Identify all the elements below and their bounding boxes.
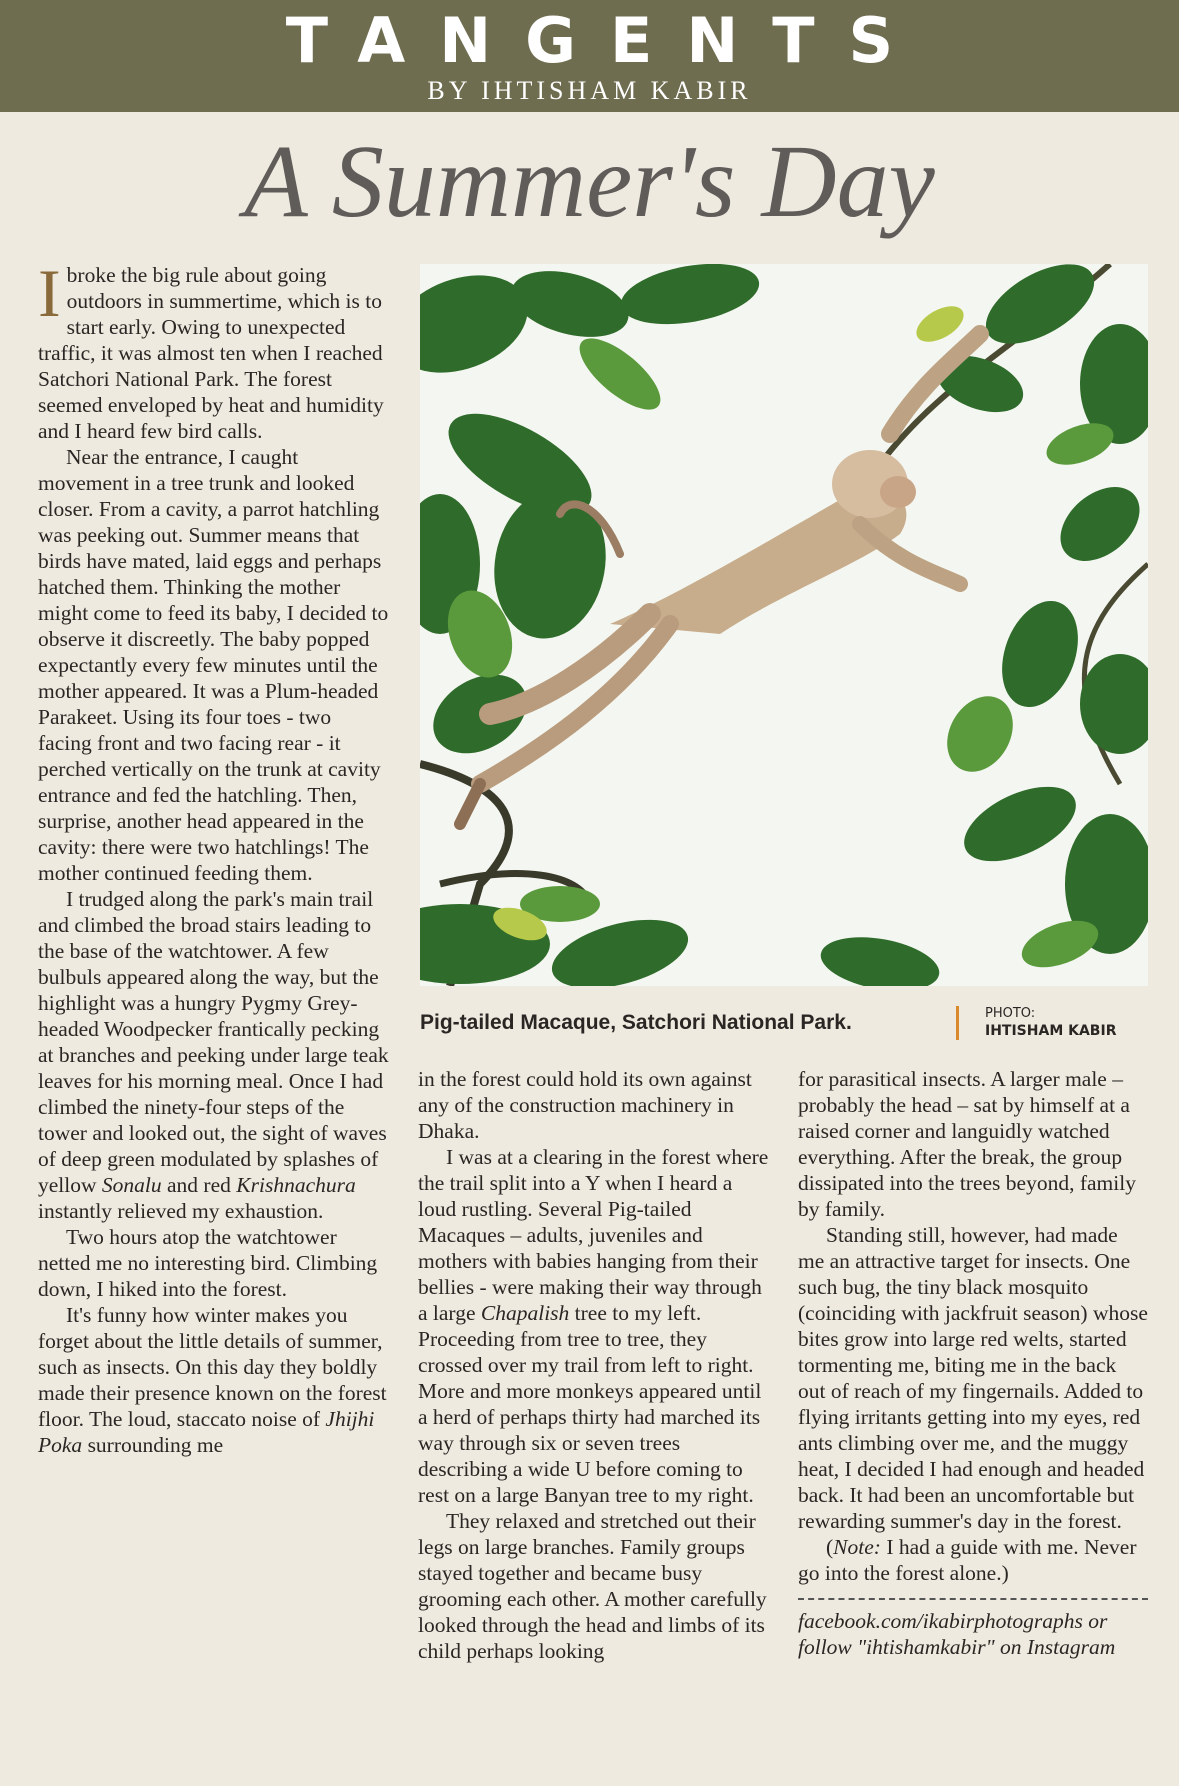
paragraph (38, 886, 390, 1224)
paragraph: Two hours atop the watchtower netted me no interesting bird. Climbing down, I hiked into the forest. (38, 1225, 378, 1301)
paragraph-text: broke the big rule about going outdoors in summertime, which is to start early. Owing to unexpected traffic, it was almost ten when I reached Satchori National Park. The forest seemed enveloped by heat and humidity and I heard few bird calls. (38, 263, 384, 443)
social-links: facebook.com/ikabirphotographs or follow "ihtishamkabir" on Instagram (798, 1609, 1116, 1659)
italic-term: Krishnachura (236, 1173, 356, 1197)
author-byline: BY IHTISHAM KABIR (427, 76, 752, 105)
photo-credit-label: PHOTO: (985, 1006, 1036, 1021)
note-paren: ( (826, 1535, 834, 1559)
paragraph: They relaxed and stretched out their legs on large branches. Family groups stayed together and became busy grooming each other. A mother carefully looked through the head and limbs of its child perhaps looking (418, 1509, 767, 1663)
paragraph (38, 255, 390, 444)
article-column-1 (38, 255, 390, 1772)
drop-cap: I (38, 255, 61, 331)
macaque-illustration (420, 264, 1148, 986)
paragraph-text: instantly relieved my exhaustion. (38, 1199, 324, 1223)
paragraph: Near the entrance, I caught movement in a tree trunk and looked closer. From a cavity, a parrot hatchling was peeking out. Summer means that birds have mated, laid eggs and perhaps hatched them. Thinking the mother might come to feed its baby, I decided to observe it discreetly. The baby popped expectantly every few minutes until the mother appeared. It was a Plum-headed Parakeet. Using its four toes - two facing front and two facing rear - it perched vertically on the trunk at cavity entrance and fed the hatchling. Then, surprise, another head appeared in the cavity: there were two hatchlings! The mother continued feeding them. (38, 445, 389, 885)
dashed-divider (798, 1598, 1148, 1600)
paragraph: in the forest could hold its own against any of the construction machinery in Dhaka. (418, 1067, 752, 1143)
macaque-photo (420, 264, 1148, 986)
italic-term: Jhijhi Poka (38, 1407, 375, 1457)
paragraph-text: I was at a clearing in the forest where the trail split into a Y when I heard a loud rustling. Several Pig-tailed Macaques – adults, juveniles and mothers with babies hanging from their bellies - were making their way through a large (418, 1145, 769, 1325)
section-title: TANGENTS (285, 4, 928, 77)
italic-term: Chapalish (480, 1301, 570, 1325)
masthead (0, 0, 1179, 112)
photo-credit (956, 1006, 1179, 1040)
article-column-2 (418, 1066, 770, 1772)
paragraph: for parasitical insects. A larger male – probably the head – sat by himself at a raised corner and languidly watched everything. After the break, the group dissipated into the trees beyond, family by family. (798, 1067, 1136, 1221)
paragraph (38, 1302, 390, 1458)
paragraph-text: surrounding me (82, 1433, 224, 1457)
note-label: Note: (833, 1535, 881, 1559)
note-text: I had a guide with me. Never go into the forest alone.) (798, 1535, 1137, 1585)
photo-caption: Pig-tailed Macaque, Satchori National Park. (420, 1011, 852, 1034)
photo-credit-name: IHTISHAM KABIR (985, 1023, 1117, 1039)
article-column-3 (798, 1066, 1148, 1772)
author-note (798, 1534, 1148, 1586)
paragraph-text: and red (161, 1173, 237, 1197)
paragraph: Standing still, however, had made me an attractive target for insects. One such bug, the tiny black mosquito (coinciding with jackfruit season) whose bites grow into large red welts, started tormenting me, biting me in the back out of reach of my fingernails. Added to flying irritants getting into my eyes, red ants climbing over me, and the muggy heat, I decided I had enough and headed back. It had been an uncomfortable but rewarding summer's day in the forest. (798, 1223, 1148, 1533)
italic-term: Sonalu (101, 1173, 162, 1197)
paragraph-text: It's funny how winter makes you forget about the little details of summer, such as insects. On this day they boldly made their presence known on the forest floor. The loud, staccato noise of (38, 1303, 387, 1431)
article-headline: A Summer's Day (244, 124, 935, 239)
paragraph-text: I trudged along the park's main trail and climbed the broad stairs leading to the base of the watchtower. A few bulbuls appeared along the way, but the highlight was a hungry Pygmy Grey-headed Woodpecker frantically pecking at branches and peeking under large teak leaves for his morning meal. Once I had climbed the ninety-four steps of the tower and looked out, the sight of waves of deep green modulated by splashes of yellow (38, 887, 389, 1197)
paragraph (418, 1144, 770, 1508)
paragraph-text: tree to my left. Proceeding from tree to tree, they crossed over my trail from left to right. More and more monkeys appeared until a herd of perhaps thirty had marched its way through six or seven trees describing a wide U before coming to rest on a large Banyan tree to my right. (418, 1301, 762, 1507)
